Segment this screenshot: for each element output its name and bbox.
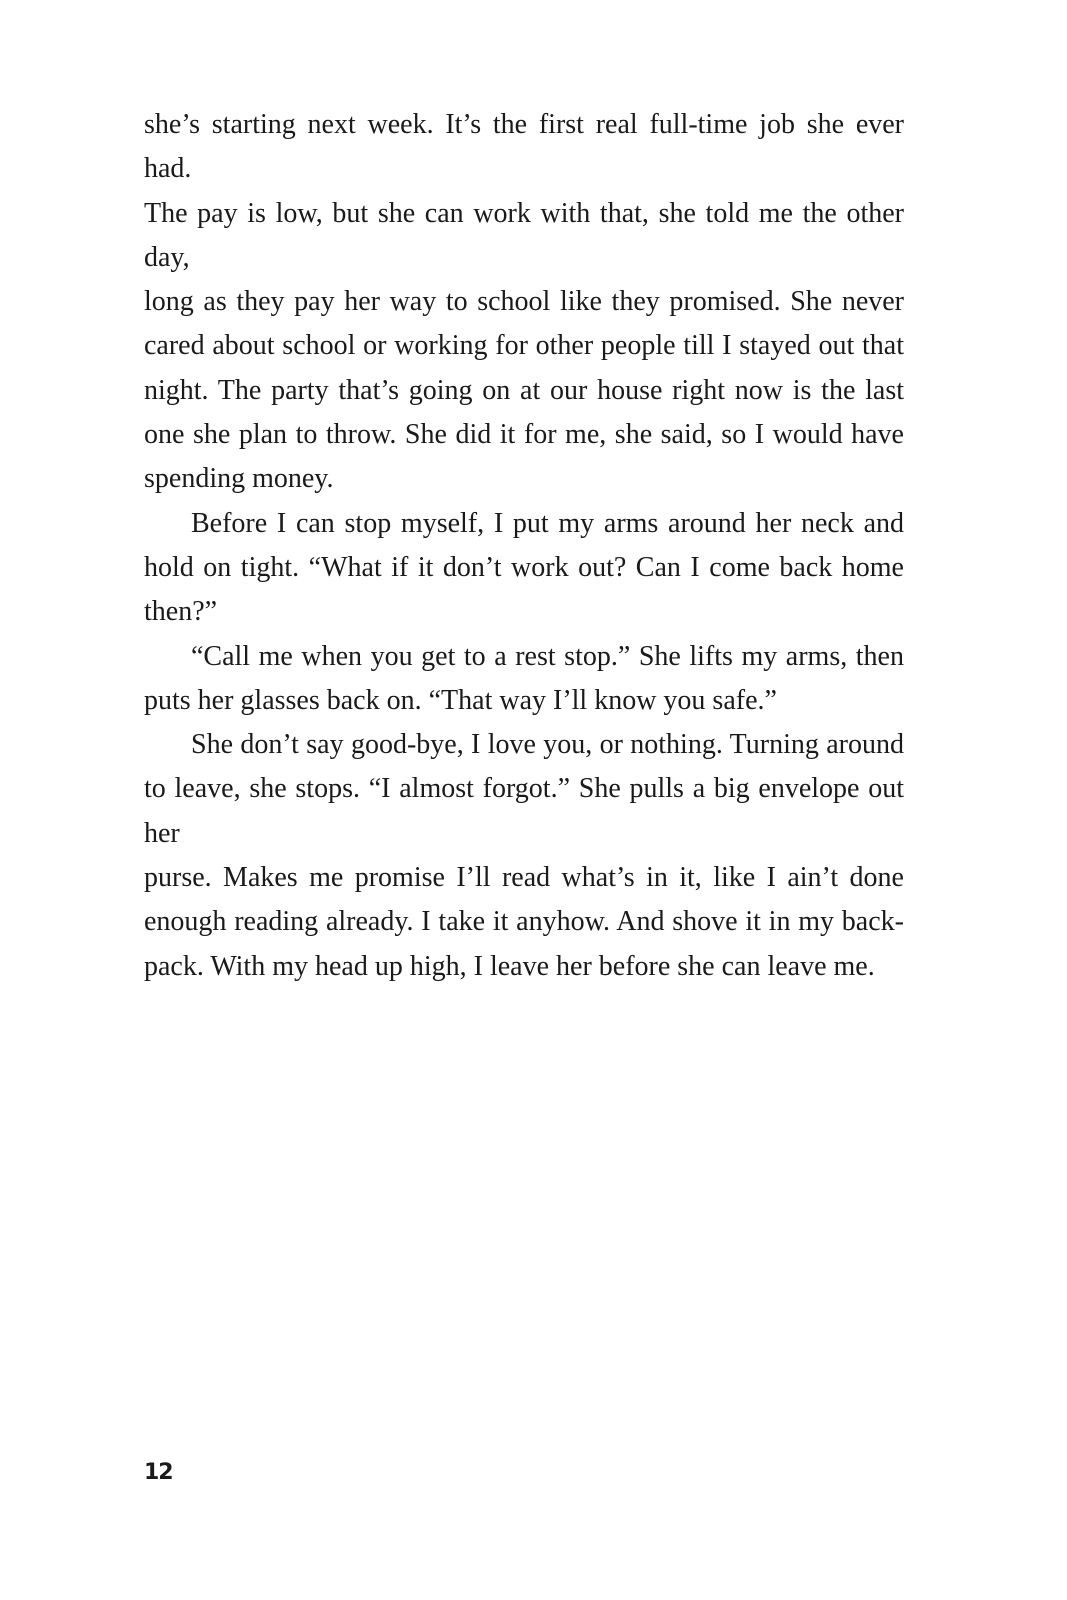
text-line: long as they pay her way to school like they promised. She never <box>144 286 904 318</box>
text-line: enough reading already. I take it anyhow. And shove it in my back- <box>144 906 904 938</box>
text-line: spending money. <box>144 463 334 495</box>
text-line: puts her glasses back on. “That way I’ll know you safe.” <box>144 684 777 716</box>
text-line: to leave, she stops. “I almost forgot.” She pulls a big envelope out her <box>144 773 904 849</box>
text-line: cared about school or working for other people till I stayed out that <box>144 330 904 362</box>
text-line: Before I can stop myself, I put my arms around her neck and <box>191 507 904 539</box>
text-line: then?” <box>144 596 218 628</box>
body-text <box>144 103 904 989</box>
text-line: “Call me when you get to a rest stop.” She lifts my arms, then <box>191 640 904 672</box>
text-line: She don’t say good-bye, I love you, or nothing. Turning around <box>191 729 904 761</box>
text-line: one she plan to throw. She did it for me, she said, so I would have <box>144 419 904 451</box>
text-line: purse. Makes me promise I’ll read what’s in it, like I ain’t done <box>144 862 904 894</box>
text-line: night. The party that’s going on at our house right now is the last <box>144 374 904 406</box>
page-number: 12 <box>144 1460 173 1485</box>
text-line: hold on tight. “What if it don’t work out? Can I come back home <box>144 551 904 583</box>
text-line: The pay is low, but she can work with that, she told me the other day, <box>144 197 904 273</box>
text-line: pack. With my head up high, I leave her before she can leave me. <box>144 950 875 982</box>
text-line: she’s starting next week. It’s the first real full-time job she ever had. <box>144 109 904 185</box>
